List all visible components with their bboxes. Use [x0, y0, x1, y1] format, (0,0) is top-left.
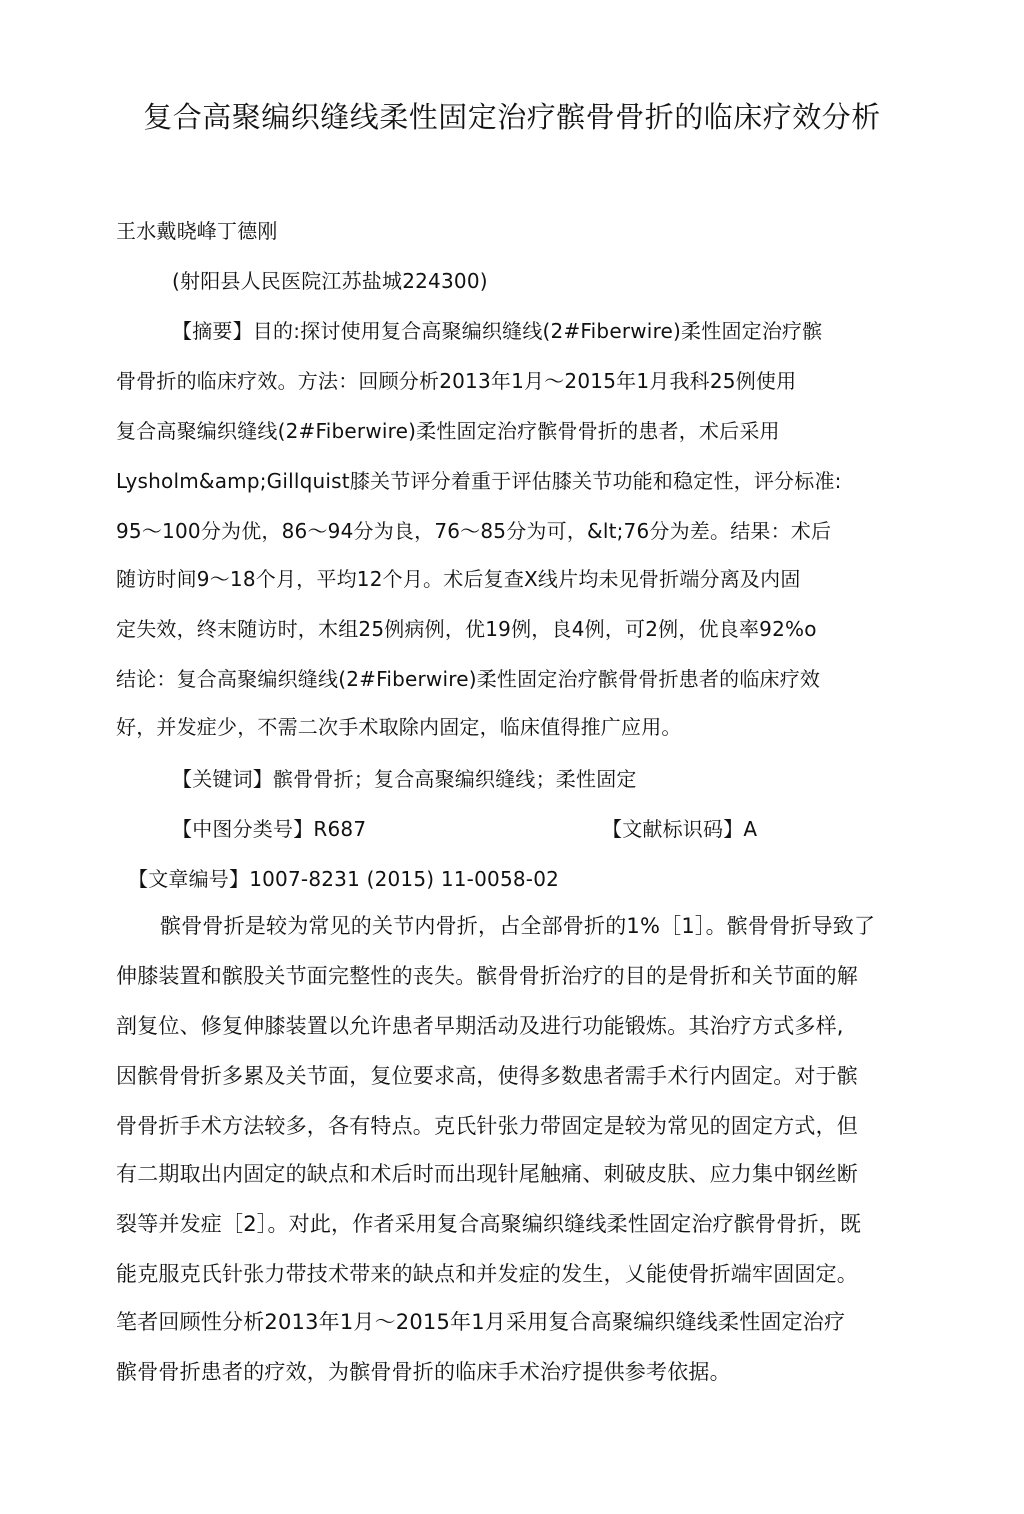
keywords: 【关键词】髌骨骨折；复合高聚编织缝线；柔性固定 [172, 767, 637, 791]
article-number: 【文章编号】1007-8231 (2015) 11-0058-02 [128, 867, 560, 891]
body-line: 髌骨骨折患者的疗效，为髌骨骨折的临床手术治疗提供参考依据。 [116, 1360, 731, 1384]
body-line: 笔者回顾性分析2013年1月～2015年1月采用复合高聚编织缝线柔性固定治疗 [116, 1310, 846, 1334]
body-line: 伸膝装置和髌股关节面完整性的丧失。髌骨骨折治疗的目的是骨折和关节面的解 [116, 964, 858, 988]
abstract-line: 【摘要】目的:探讨使用复合高聚编织缝线(2#Fiberwire)柔性固定治疗髌 [172, 319, 823, 343]
abstract-line: 95～100分为优，86～94分为良，76～85分为可，&lt;76分为差。结果：术后 [116, 519, 832, 543]
abstract-line: 复合高聚编织缝线(2#Fiberwire)柔性固定治疗髌骨骨折的患者，术后采用 [116, 419, 780, 443]
abstract-line: 好，并发症少，不需二次手术取除内固定，临床值得推广应用。 [116, 715, 682, 739]
abstract-line: 骨骨折的临床疗效。方法：回顾分析2013年1月～2015年1月我科25例使用 [116, 369, 797, 393]
affiliation: (射阳县人民医院江苏盐城224300) [172, 269, 488, 293]
authors: 王水戴晓峰丁德刚 [116, 219, 278, 243]
body-line: 髌骨骨折是较为常见的关节内骨折，占全部骨折的1%［1］。髌骨骨折导致了 [160, 914, 876, 938]
body-line: 剖复位、修复伸膝装置以允许患者早期活动及进行功能锻炼。其治疗方式多样, [116, 1014, 844, 1038]
body-line: 骨骨折手术方法较多，各有特点。克氏针张力带固定是较为常见的固定方式，但 [116, 1114, 858, 1138]
abstract-line: 结论：复合高聚编织缝线(2#Fiberwire)柔性固定治疗髌骨骨折患者的临床疗效 [116, 667, 821, 691]
abstract-line: 随访时间9～18个月，平均12个月。术后复查X线片均未见骨折端分离及内固 [116, 567, 801, 591]
body-line: 因髌骨骨折多累及关节面，复位要求高，使得多数患者需手术行内固定。对于髌 [116, 1064, 858, 1088]
document-code: 【文献标识码】A [602, 817, 758, 841]
abstract-line: 定失效，终末随访时，木组25例病例，优19例，良4例，可2例，优良率92%o [116, 617, 817, 641]
body-line: 能克服克氏针张力带技术带来的缺点和并发症的发生，乂能使骨折端牢固固定。 [116, 1262, 858, 1286]
body-line: 有二期取出内固定的缺点和术后时而出现针尾触痛、刺破皮肤、应力集中钢丝断 [116, 1162, 858, 1186]
abstract-line: Lysholm&amp;Gillquist膝关节评分着重于评估膝关节功能和稳定性，评分标准: [116, 469, 842, 493]
body-line: 裂等并发症［2］。对此，作者采用复合高聚编织缝线柔性固定治疗髌骨骨折，既 [116, 1212, 862, 1236]
classification-number: 【中图分类号】R687 [172, 817, 367, 841]
paper-title: 复合高聚编织缝线柔性固定治疗髌骨骨折的临床疗效分析 [143, 100, 881, 134]
